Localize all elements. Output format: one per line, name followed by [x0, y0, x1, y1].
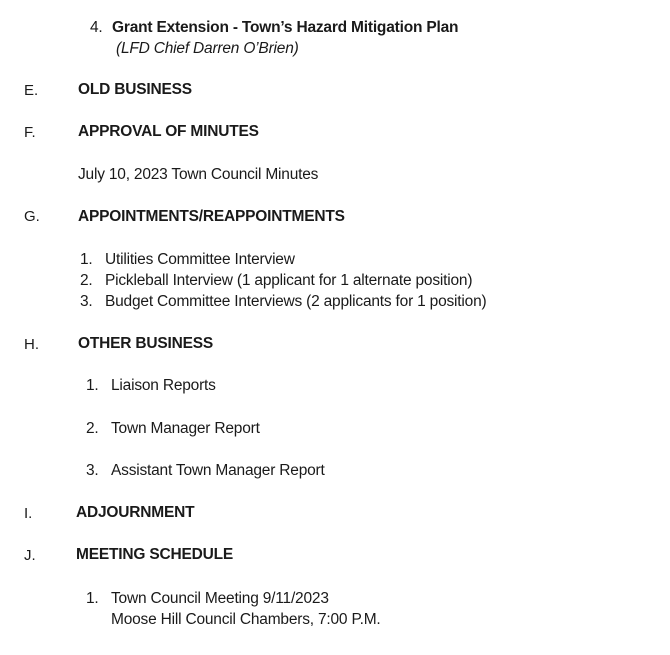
item-number: 1. — [86, 377, 99, 394]
section-letter: F. — [24, 124, 36, 141]
item-number: 2. — [80, 272, 93, 289]
item-number: 1. — [86, 590, 99, 607]
agenda-item-title: Grant Extension - Town’s Hazard Mitigation Plan — [112, 19, 459, 36]
item-number: 4. — [90, 19, 103, 36]
section-heading: OLD BUSINESS — [78, 81, 192, 98]
section-letter: I. — [24, 505, 33, 522]
section-heading: OTHER BUSINESS — [78, 335, 213, 352]
item-number: 1. — [80, 251, 93, 268]
list-item: Budget Committee Interviews (2 applicants for 1 position) — [105, 293, 487, 310]
section-letter: E. — [24, 82, 39, 99]
list-item: Pickleball Interview (1 applicant for 1 alternate position) — [105, 272, 473, 289]
item-number: 3. — [86, 462, 99, 479]
section-letter: J. — [24, 547, 36, 564]
section-heading: MEETING SCHEDULE — [76, 546, 233, 563]
meeting-location: Moose Hill Council Chambers, 7:00 P.M. — [111, 611, 381, 628]
agenda-item-presenter: (LFD Chief Darren O’Brien) — [116, 40, 299, 57]
section-heading: APPOINTMENTS/REAPPOINTMENTS — [78, 208, 345, 225]
meeting-title: Town Council Meeting 9/11/2023 — [111, 590, 329, 607]
section-letter: H. — [24, 336, 39, 353]
section-text: July 10, 2023 Town Council Minutes — [78, 166, 319, 183]
list-item: Liaison Reports — [111, 377, 216, 394]
section-heading: ADJOURNMENT — [76, 504, 195, 521]
item-number: 3. — [80, 293, 93, 310]
section-letter: G. — [24, 208, 40, 225]
list-item: Utilities Committee Interview — [105, 251, 295, 268]
section-heading: APPROVAL OF MINUTES — [78, 123, 259, 140]
list-item: Town Manager Report — [111, 420, 260, 437]
list-item: Assistant Town Manager Report — [111, 462, 325, 479]
item-number: 2. — [86, 420, 99, 437]
